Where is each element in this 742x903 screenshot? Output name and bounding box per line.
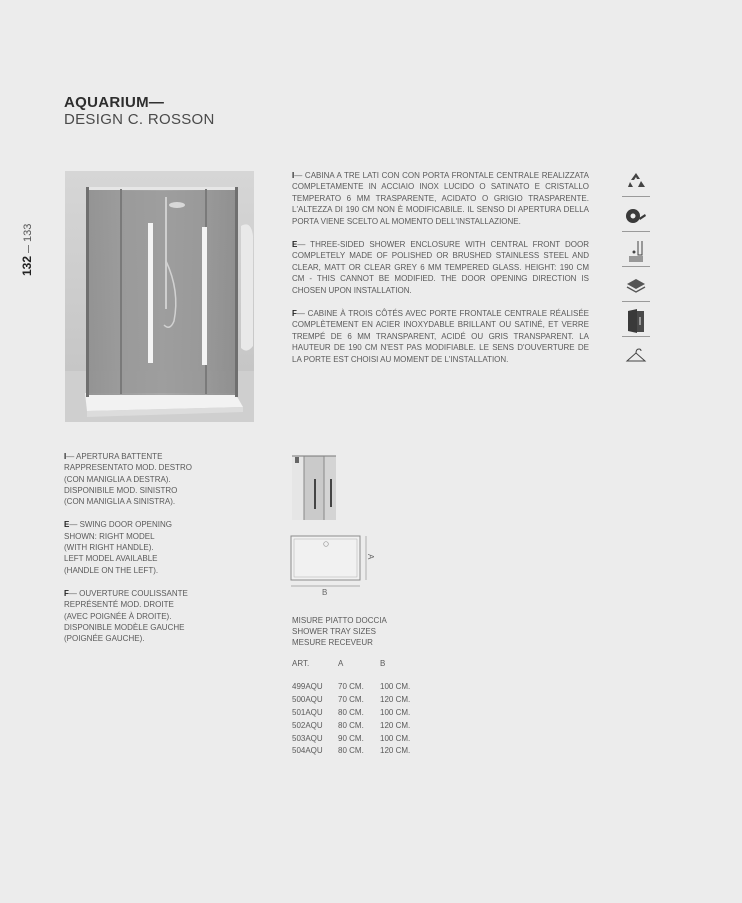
description-en-text: — THREE-SIDED SHOWER ENCLOSURE WITH CENTRAL FRONT DOOR COMPLETELY MADE OF POLISHED OR BRUSHED STAINLESS STEEL AND CLEAR, MATT OR CLEAR GREY 6 MM TEMPERED GLASS. HEIGHT: 190 CM CM - THIS CANNOT BE MODIFIED. THE DOOR OPENING DIRECTION IS CHOSEN UPON INSTALLATION. [292, 240, 589, 295]
layers-icon [622, 271, 650, 302]
opening-fr-line: DISPONIBLE MODÈLE GAUCHE [64, 622, 185, 632]
opening-it-line: DISPONIBILE MOD. SINISTRO [64, 485, 178, 495]
table-cell: 80 CM. [338, 707, 364, 717]
table-cell: 501AQU [292, 707, 323, 717]
opening-en-line: SHOWN: RIGHT MODEL [64, 531, 155, 541]
table-row [292, 707, 420, 720]
table-cell: 90 CM. [338, 733, 364, 743]
opening-english [64, 519, 214, 575]
description-fr-text: — CABINE À TROIS CÔTÉS AVEC PORTE FRONTALE CENTRALE RÉALISÉE COMPLÈTEMENT EN ACIER INOXYDABLE BRILLANT OU SATINÉ, ET VERRE TREMPÉ DE 6 MM TRANSPARENT, ACIDÉ OU GRIS TRANSPARENT. LA HAUTEUR DE 190 CM N'EST PAS MODIFIABLE. LE SENS D'OUVERTURE DE LA PORTE EST CHOISI AU MOMENT DE L'INSTALLATION. [292, 309, 589, 364]
page-number-separator [28, 245, 29, 253]
description-it-text: — CABINA A TRE LATI CON CON PORTA FRONTALE CENTRALE REALIZZATA COMPLETAMENTE IN ACCIAIO INOX LUCIDO O SATINATO E CRISTALLO TEMPERATO 6 MM TRASPARENTE, ACIDATO O GRIGIO TRASPARENTE. L'ALTEZZA DI 190 CM NON È MODIFICABILE. IL SENSO DI APERTURA DELLA PORTA VIENE SCELTO AL MOMENTO DELL'INSTALLAZIONE. [292, 171, 589, 226]
table-cell: 80 CM. [338, 746, 364, 756]
description-french [292, 308, 589, 365]
lang-marker-en: E [292, 240, 298, 250]
opening-it-line: (CON MANIGLIA A DESTRA). [64, 474, 171, 484]
opening-fr-line: REPRÉSENTÉ MOD. DROITE [64, 600, 174, 610]
column-header-b: B [380, 659, 386, 669]
tray-heading-it: MISURE PIATTO DOCCIA [292, 616, 387, 625]
tray-heading-en: SHOWER TRAY SIZES [292, 626, 377, 636]
product-photo [65, 171, 254, 422]
tray-plan-diagram [288, 533, 378, 597]
page-number-current: 132 [20, 255, 34, 276]
table-cell: 120 CM. [380, 695, 411, 705]
opening-it-line: (CON MANIGLIA A SINISTRA). [64, 497, 176, 507]
designer-subtitle: DESIGN C. ROSSON [64, 111, 215, 128]
table-cell: 504AQU [292, 746, 323, 756]
tray-size-table [292, 658, 420, 758]
table-cell: 500AQU [292, 695, 323, 705]
lang-marker-fr: F [292, 309, 297, 319]
opening-en-line: — SWING DOOR OPENING [69, 520, 173, 530]
opening-en-line: LEFT MODEL AVAILABLE [64, 554, 158, 564]
table-cell: 80 CM. [338, 720, 364, 730]
table-cell: 503AQU [292, 733, 323, 743]
page-number-next: 133 [22, 223, 34, 242]
opening-it-line: RAPPRESENTATO MOD. DESTRO [64, 463, 193, 473]
table-row [292, 694, 420, 707]
tape-measure-icon [622, 201, 650, 232]
description-italian [292, 170, 589, 227]
description-english [292, 239, 589, 296]
opening-notes [64, 451, 214, 656]
opening-it-line: — APERTURA BATTENTE [66, 452, 163, 461]
feature-icons [622, 166, 650, 375]
table-cell: 100 CM. [380, 733, 411, 743]
table-cell: 120 CM. [380, 746, 411, 756]
table-row [292, 720, 420, 733]
recycle-icon [622, 166, 650, 197]
opening-lang-it: I [64, 452, 67, 461]
column-header-art: ART. [292, 659, 310, 669]
enclosure-front-diagram [290, 453, 338, 523]
table-cell: 502AQU [292, 720, 323, 730]
tray-heading-fr: MESURE RECEVEUR [292, 637, 373, 647]
table-cell: 499AQU [292, 682, 323, 692]
page-numbers [20, 224, 34, 276]
table-header-row [292, 658, 420, 671]
opening-en-line: (WITH RIGHT HANDLE). [64, 543, 154, 553]
column-header-a: A [338, 659, 344, 669]
table-cell: 100 CM. [380, 707, 411, 717]
dimension-label-a: A [366, 554, 375, 560]
opening-fr-line: (POIGNÉE GAUCHE). [64, 634, 145, 644]
tray-sizes [292, 616, 420, 758]
table-cell: 70 CM. [338, 682, 364, 692]
opening-french [64, 588, 214, 644]
table-cell: 120 CM. [380, 720, 411, 730]
opening-lang-fr: F [64, 588, 69, 598]
table-row [292, 745, 420, 758]
table-cell: 100 CM. [380, 682, 411, 692]
title-block [64, 94, 215, 128]
table-row [292, 681, 420, 694]
opening-fr-line: — OUVERTURE COULISSANTE [68, 588, 188, 598]
hanger-icon [622, 341, 650, 371]
opening-italian [64, 451, 214, 507]
opening-lang-en: E [64, 520, 70, 530]
opening-en-line: (HANDLE ON THE LEFT). [64, 565, 159, 575]
lang-marker-it: I [292, 171, 295, 180]
door-panel-icon [622, 306, 650, 337]
table-cell: 70 CM. [338, 695, 364, 705]
product-description [292, 170, 589, 377]
dimension-label-b: B [322, 588, 328, 597]
water-level-icon [622, 236, 650, 267]
table-row [292, 733, 420, 746]
opening-fr-line: (AVEC POIGNÉE À DROITE). [64, 611, 172, 621]
product-title: AQUARIUM— [64, 94, 165, 111]
